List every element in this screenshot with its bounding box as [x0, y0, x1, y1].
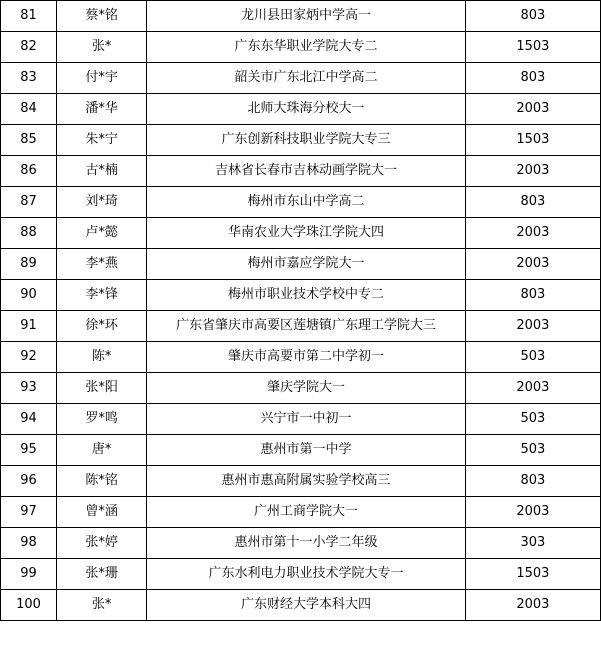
- cell-score: 503: [465, 404, 600, 435]
- cell-index: 83: [1, 63, 57, 94]
- table-row: [1, 156, 601, 187]
- table-row: [1, 249, 601, 280]
- cell-score: 503: [465, 342, 600, 373]
- cell-school: 广东创新科技职业学院大专三: [147, 125, 466, 156]
- cell-name: 罗*鸣: [57, 404, 147, 435]
- cell-name: 李*锋: [57, 280, 147, 311]
- cell-index: 85: [1, 125, 57, 156]
- cell-score: 1503: [465, 32, 600, 63]
- cell-score: 303: [465, 528, 600, 559]
- cell-school: 惠州市第十一小学二年级: [147, 528, 466, 559]
- cell-school: 肇庆学院大一: [147, 373, 466, 404]
- cell-score: 803: [465, 466, 600, 497]
- cell-name: 潘*华: [57, 94, 147, 125]
- cell-index: 97: [1, 497, 57, 528]
- cell-index: 88: [1, 218, 57, 249]
- cell-name: 张*: [57, 590, 147, 621]
- cell-school: 广东财经大学本科大四: [147, 590, 466, 621]
- table-row: [1, 280, 601, 311]
- cell-name: 唐*: [57, 435, 147, 466]
- cell-school: 广东水利电力职业技术学院大专一: [147, 559, 466, 590]
- cell-name: 张*珊: [57, 559, 147, 590]
- cell-index: 95: [1, 435, 57, 466]
- cell-index: 84: [1, 94, 57, 125]
- cell-school: 韶关市广东北江中学高二: [147, 63, 466, 94]
- cell-index: 81: [1, 1, 57, 32]
- cell-school: 广东省肇庆市高要区莲塘镇广东理工学院大三: [147, 311, 466, 342]
- table-row: [1, 63, 601, 94]
- cell-name: 朱*宁: [57, 125, 147, 156]
- table-row: [1, 187, 601, 218]
- cell-score: 803: [465, 63, 600, 94]
- cell-name: 曾*涵: [57, 497, 147, 528]
- table-row: [1, 373, 601, 404]
- cell-index: 90: [1, 280, 57, 311]
- cell-index: 94: [1, 404, 57, 435]
- cell-index: 86: [1, 156, 57, 187]
- cell-score: 2003: [465, 218, 600, 249]
- cell-name: 张*婷: [57, 528, 147, 559]
- table-row: [1, 528, 601, 559]
- cell-school: 梅州市东山中学高二: [147, 187, 466, 218]
- cell-school: 梅州市嘉应学院大一: [147, 249, 466, 280]
- table-row: [1, 590, 601, 621]
- cell-name: 付*宇: [57, 63, 147, 94]
- cell-index: 89: [1, 249, 57, 280]
- cell-name: 陈*铭: [57, 466, 147, 497]
- cell-score: 2003: [465, 94, 600, 125]
- cell-school: 肇庆市高要市第二中学初一: [147, 342, 466, 373]
- cell-score: 2003: [465, 156, 600, 187]
- cell-score: 803: [465, 1, 600, 32]
- cell-index: 99: [1, 559, 57, 590]
- cell-school: 吉林省长春市吉林动画学院大一: [147, 156, 466, 187]
- table-row: [1, 435, 601, 466]
- cell-school: 广东东华职业学院大专二: [147, 32, 466, 63]
- table-row: [1, 218, 601, 249]
- cell-school: 梅州市职业技术学校中专二: [147, 280, 466, 311]
- table-row: [1, 32, 601, 63]
- cell-school: 惠州市惠高附属实验学校高三: [147, 466, 466, 497]
- cell-score: 2003: [465, 311, 600, 342]
- cell-index: 93: [1, 373, 57, 404]
- table-row: [1, 1, 601, 32]
- cell-school: 兴宁市一中初一: [147, 404, 466, 435]
- cell-index: 92: [1, 342, 57, 373]
- cell-score: 2003: [465, 249, 600, 280]
- cell-name: 徐*环: [57, 311, 147, 342]
- cell-school: 华南农业大学珠江学院大四: [147, 218, 466, 249]
- cell-name: 古*楠: [57, 156, 147, 187]
- cell-name: 陈*: [57, 342, 147, 373]
- cell-name: 刘*琦: [57, 187, 147, 218]
- cell-name: 李*燕: [57, 249, 147, 280]
- cell-score: 1503: [465, 559, 600, 590]
- cell-score: 803: [465, 280, 600, 311]
- cell-index: 87: [1, 187, 57, 218]
- cell-score: 2003: [465, 373, 600, 404]
- cell-school: 广州工商学院大一: [147, 497, 466, 528]
- cell-name: 蔡*铭: [57, 1, 147, 32]
- table-row: [1, 497, 601, 528]
- cell-index: 98: [1, 528, 57, 559]
- cell-index: 91: [1, 311, 57, 342]
- table-row: [1, 342, 601, 373]
- cell-school: 惠州市第一中学: [147, 435, 466, 466]
- cell-score: 503: [465, 435, 600, 466]
- cell-school: 北师大珠海分校大一: [147, 94, 466, 125]
- cell-index: 96: [1, 466, 57, 497]
- table-body: [1, 1, 601, 621]
- table-row: [1, 94, 601, 125]
- cell-index: 100: [1, 590, 57, 621]
- cell-score: 1503: [465, 125, 600, 156]
- table-row: [1, 125, 601, 156]
- cell-school: 龙川县田家炳中学高一: [147, 1, 466, 32]
- cell-name: 张*阳: [57, 373, 147, 404]
- cell-index: 82: [1, 32, 57, 63]
- cell-score: 2003: [465, 497, 600, 528]
- table-row: [1, 311, 601, 342]
- table-row: [1, 466, 601, 497]
- cell-name: 张*: [57, 32, 147, 63]
- cell-score: 803: [465, 187, 600, 218]
- cell-score: 2003: [465, 590, 600, 621]
- table-row: [1, 559, 601, 590]
- cell-name: 卢*懿: [57, 218, 147, 249]
- table-row: [1, 404, 601, 435]
